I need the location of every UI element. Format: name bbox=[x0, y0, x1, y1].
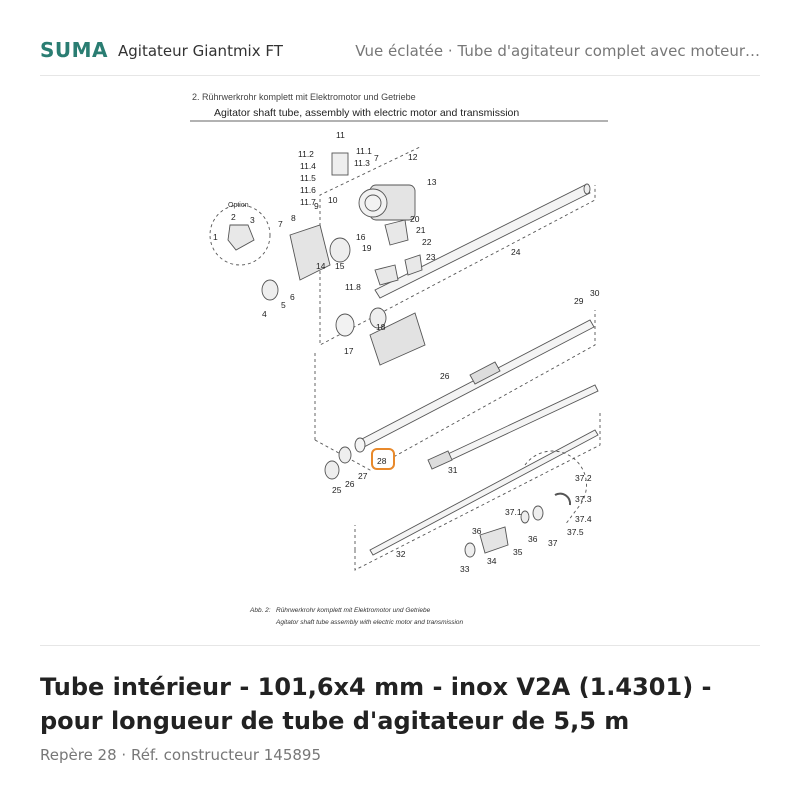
part-label[interactable]: 36 bbox=[528, 534, 538, 544]
part-label[interactable]: 25 bbox=[332, 485, 342, 495]
part-label[interactable]: 29 bbox=[574, 296, 584, 306]
part-label[interactable]: 12 bbox=[408, 152, 418, 162]
exploded-view-diagram bbox=[170, 85, 630, 645]
part-label[interactable]: 8 bbox=[291, 213, 296, 223]
part-label[interactable]: 11.4 bbox=[300, 161, 316, 171]
part-label[interactable]: 4 bbox=[262, 309, 267, 319]
part-label[interactable]: 19 bbox=[362, 243, 372, 253]
part-label[interactable]: 24 bbox=[511, 247, 521, 257]
part-label[interactable]: 32 bbox=[396, 549, 406, 559]
part-label[interactable]: 26 bbox=[440, 371, 450, 381]
part-label[interactable]: 37.3 bbox=[575, 494, 592, 504]
part-label[interactable]: 11.2 bbox=[298, 149, 314, 159]
part-label[interactable]: 1 bbox=[213, 232, 218, 242]
app-header bbox=[0, 0, 800, 75]
part-label[interactable]: 31 bbox=[448, 465, 458, 475]
part-label[interactable]: 3 bbox=[250, 215, 255, 225]
caption-label: Abb. 2: bbox=[250, 607, 271, 614]
part-label[interactable]: 33 bbox=[460, 564, 470, 574]
breadcrumb[interactable]: Vue éclatée · Tube d'agitateur complet avec moteur… bbox=[355, 42, 760, 60]
part-label[interactable]: 21 bbox=[416, 225, 426, 235]
part-label[interactable]: 2 bbox=[231, 212, 236, 222]
part-label[interactable]: 11.1 bbox=[356, 146, 372, 156]
part-label[interactable]: 11.6 bbox=[300, 185, 316, 195]
part-label[interactable]: 7 bbox=[278, 219, 283, 229]
part-label[interactable]: 10 bbox=[328, 195, 338, 205]
part-label-highlighted[interactable]: 28 bbox=[377, 456, 387, 466]
diagram-heading-de: 2. Rührwerkrohr komplett mit Elektromotor und Getriebe bbox=[192, 92, 416, 102]
part-label[interactable]: 11.8 bbox=[345, 282, 361, 292]
part-meta: Repère 28 · Réf. constructeur 145895 bbox=[40, 746, 322, 764]
part-label[interactable]: 27 bbox=[358, 471, 368, 481]
exploded-view-drawing bbox=[170, 85, 630, 645]
header-divider bbox=[40, 75, 760, 76]
part-label[interactable]: 11.7 bbox=[300, 197, 316, 207]
caption-de: Rührwerkrohr komplett mit Elektromotor und Getriebe bbox=[276, 607, 431, 614]
caption-en: Agitator shaft tube assembly with electric motor and transmission bbox=[276, 619, 464, 626]
option-label: Option bbox=[228, 202, 249, 209]
part-title: Tube intérieur - 101,6x4 mm - inox V2A (1.4301) - pour longueur de tube d'agitateur de 5,5 m bbox=[40, 673, 712, 735]
part-label[interactable]: 16 bbox=[356, 232, 366, 242]
part-label[interactable]: 20 bbox=[410, 214, 420, 224]
part-label[interactable]: 26 bbox=[345, 479, 355, 489]
part-label[interactable]: 18 bbox=[376, 322, 386, 332]
part-label[interactable]: 37.2 bbox=[575, 473, 592, 483]
part-label[interactable]: 37 bbox=[548, 538, 558, 548]
part-label[interactable]: 37.4 bbox=[575, 514, 592, 524]
part-label[interactable]: 5 bbox=[281, 300, 286, 310]
part-label[interactable]: 13 bbox=[427, 177, 437, 187]
part-label[interactable]: 35 bbox=[513, 547, 523, 557]
part-label[interactable]: 15 bbox=[335, 261, 345, 271]
part-label[interactable]: 37.5 bbox=[567, 527, 584, 537]
diagram-heading-en: Agitator shaft tube, assembly with electric motor and transmission bbox=[214, 107, 520, 119]
part-label[interactable]: 11 bbox=[336, 130, 345, 140]
brand-logo[interactable]: SUMA bbox=[40, 38, 109, 62]
part-label[interactable]: 11.3 bbox=[354, 158, 370, 168]
content-divider bbox=[40, 645, 760, 646]
part-label[interactable]: 22 bbox=[422, 237, 432, 247]
part-label[interactable]: 6 bbox=[290, 292, 295, 302]
part-label[interactable]: 36 bbox=[472, 526, 482, 536]
part-label[interactable]: 9 bbox=[314, 201, 319, 211]
part-label[interactable]: 30 bbox=[590, 288, 600, 298]
part-label[interactable]: 23 bbox=[426, 252, 436, 262]
part-label[interactable]: 11.5 bbox=[300, 173, 316, 183]
machine-model[interactable]: Agitateur Giantmix FT bbox=[118, 42, 283, 60]
part-label[interactable]: 37.1 bbox=[505, 507, 522, 517]
part-label[interactable]: 14 bbox=[316, 261, 326, 271]
part-label[interactable]: 17 bbox=[344, 346, 354, 356]
part-label[interactable]: 7 bbox=[374, 153, 379, 163]
part-label[interactable]: 34 bbox=[487, 556, 497, 566]
